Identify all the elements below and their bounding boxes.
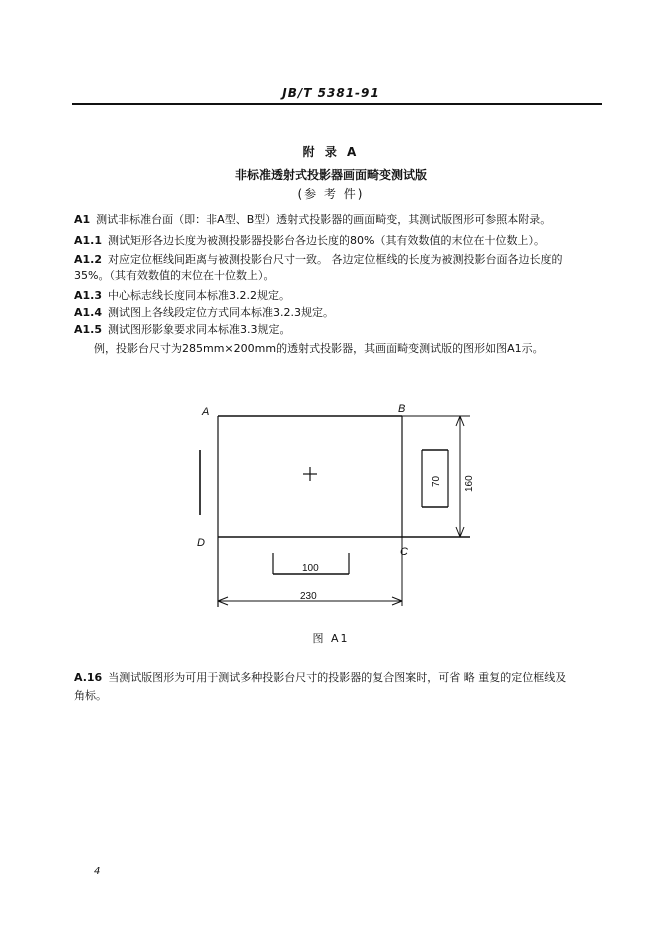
clause-a1 — [74, 212, 551, 228]
example-text: 例，投影台尺寸为285mm×200mm的透射式投影器，其画面畸变测试版的图形如图A1示。 — [94, 342, 544, 355]
height-arrow-bottom-2 — [460, 527, 464, 537]
clause-a16 — [74, 670, 566, 686]
clause-number: A.16 — [74, 671, 103, 684]
clause-a1-3 — [74, 288, 290, 304]
clause-number: A1.5 — [74, 323, 102, 336]
width-arrow-right — [392, 597, 402, 601]
clause-number: A1.4 — [74, 306, 102, 319]
height-arrow-bottom — [456, 527, 460, 537]
height-arrow-top — [456, 416, 460, 426]
total-width-label: 230 — [300, 591, 317, 602]
page-mark: 4 — [94, 866, 101, 877]
figure-a1 — [190, 395, 490, 620]
clause-a1-1 — [74, 233, 545, 249]
corner-label-c: C — [400, 546, 408, 558]
outer-height-label: 160 — [464, 475, 475, 492]
clause-a16-continuation: 角标。 — [74, 689, 107, 702]
clause-a1-2-continuation: 35%。（其有效数值的末位在十位数上）。 — [74, 269, 275, 282]
header-rule — [72, 103, 602, 105]
clause-number: A1.2 — [74, 253, 102, 266]
width-arrow-left — [218, 597, 228, 601]
clause-a1-4 — [74, 305, 334, 321]
clause-text: 对应定位框线间距离与被测投影台尺寸一致。 各边定位框线的长度为被测投影台面各边长度的 — [108, 253, 563, 266]
height-arrow-top-2 — [460, 416, 464, 426]
width-arrow-left-2 — [218, 601, 228, 605]
appendix-note: (参 考 件) — [297, 187, 365, 201]
corner-label-a: A — [202, 406, 210, 418]
appendix-heading: 非标准透射式投影器画面畸变测试版 — [234, 168, 427, 182]
width-arrow-right-2 — [392, 601, 402, 605]
clause-text: 中心标志线长度同本标准3.2.2规定。 — [108, 289, 290, 302]
bottom-segment-label: 100 — [302, 563, 319, 574]
clause-a1-5 — [74, 322, 291, 338]
appendix-title: 附 录 A — [302, 145, 360, 159]
clause-a1-2 — [74, 252, 563, 268]
clause-text: 测试图上各线段定位方式同本标准3.2.3规定。 — [108, 306, 334, 319]
clause-number: A1.3 — [74, 289, 102, 302]
clause-text: 当测试版图形为可用于测试多种投影台尺寸的投影器的复合图案时，可省 略 重复的定位框线及 — [108, 671, 567, 684]
inner-height-label: 70 — [431, 475, 442, 487]
clause-text: 测试矩形各边长度为被测投影器投影台各边长度的80%（其有效数值的末位在十位数上）。 — [108, 234, 545, 247]
figure-caption: 图 A1 — [312, 632, 350, 645]
clause-text: 测试图形影象要求同本标准3.3规定。 — [108, 323, 291, 336]
corner-label-b: B — [398, 403, 406, 415]
clause-number: A1 — [74, 213, 91, 226]
corner-label-d: D — [197, 537, 205, 549]
standard-code: JB/T 5381-91 — [282, 86, 380, 100]
clause-number: A1.1 — [74, 234, 102, 247]
clause-text: 测试非标准台面（即：非A型、B型）透射式投影器的画面畸变，其测试版图形可参照本附录。 — [96, 213, 552, 226]
